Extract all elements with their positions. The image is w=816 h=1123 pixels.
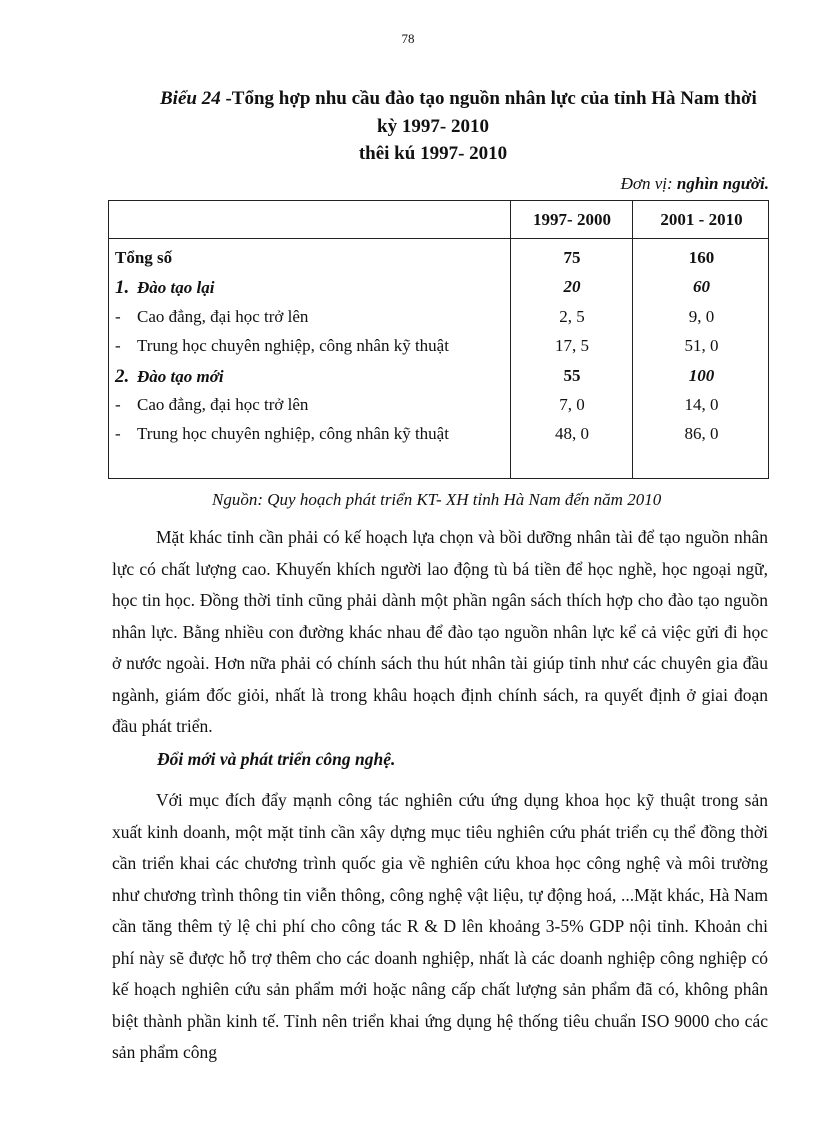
paragraph-text: Với mục đích đẩy mạnh công tác nghiên cứu ứng dụng khoa học kỹ thuật trong sản xuất kinh doanh, một mặt tỉnh cần xây dựng mục tiêu nghiên cứu phát triển cụ thể đồng thời cần triển khai các chương trình quốc gia về nghiên cứu khoa học công nghệ và môi trường như chương trình thông tin viễn thông, công nghệ vật liệu, tự động hoá, ...Mặt khác, Hà Nam cần tăng thêm tỷ lệ chi phí cho công tác R & D lên khoảng 3-5% GDP nội tỉnh. Khoản chi phí này sẽ được hỗ trợ thêm cho các doanh nghiệp, nhất là các doanh nghiệp công nghiệp có kế hoạch nghiên cứu sản phẩm mới hoặc nâng cấp chất lượng sản phẩm đã có, không phân biệt thành phần kinh tế. Tỉnh nên triển khai ứng dụng hệ thống tiêu chuẩn ISO 9000 cho các sản phẩm công (112, 790, 768, 1062)
section-heading: Đổi mới và phát triển công nghệ. (157, 749, 396, 769)
value-1997-2000: 7, 0 (559, 395, 585, 414)
row-label (115, 336, 449, 356)
row-text: Đào tạo mới (137, 367, 224, 386)
value-1997-2000: 2, 5 (559, 307, 585, 326)
table-row (109, 248, 768, 276)
row-label (115, 307, 308, 327)
table-title-garbled: thêi kú 1997- 2010 (358, 143, 508, 164)
row-label (115, 277, 214, 299)
value-2001-2010: 14, 0 (684, 395, 719, 414)
title-text: -Tổng hợp nhu cầu đào tạo nguồn nhân lực của tỉnh Hà Nam thời (220, 88, 757, 109)
row-text: Cao đẳng, đại học trở lên (137, 395, 309, 414)
row-text: Trung học chuyên nghiệp, công nhân kỹ thuật (137, 336, 449, 355)
table-row (109, 424, 768, 452)
row-dash: - (115, 336, 121, 355)
value-2001-2010: 86, 0 (684, 424, 719, 443)
value-2001-2010: 51, 0 (684, 336, 719, 355)
value-1997-2000: 20 (563, 277, 581, 296)
table-title (160, 88, 780, 110)
demand-table (108, 200, 769, 479)
page-number: 78 (401, 31, 415, 46)
table-row (109, 395, 768, 423)
paragraph-2 (112, 785, 768, 1069)
source-note: Nguồn: Quy hoạch phát triển KT- XH tỉnh Hà Nam đến năm 2010 (212, 490, 662, 509)
title-lead: Biểu 24 (160, 88, 221, 109)
table-row (109, 336, 768, 364)
value-2001-2010: 60 (693, 277, 710, 296)
unit-value: nghìn người. (676, 174, 769, 193)
column-header: 1997- 2000 (533, 210, 611, 229)
value-1997-2000: 75 (563, 248, 581, 267)
row-label: Tổng số (115, 248, 173, 267)
value-1997-2000: 17, 5 (555, 336, 589, 355)
value-2001-2010: 160 (688, 248, 715, 267)
value-1997-2000: 48, 0 (555, 424, 589, 443)
unit-label: Đơn vị: (620, 174, 677, 193)
row-number: 1. (115, 277, 130, 298)
row-dash: - (115, 424, 121, 443)
value-2001-2010: 9, 0 (688, 307, 715, 326)
row-dash: - (115, 395, 121, 414)
table-row (109, 366, 768, 394)
row-number: 2. (115, 366, 130, 387)
table-title-period: kỳ 1997- 2010 (377, 116, 489, 137)
paragraph-1 (112, 522, 768, 743)
row-text: Trung học chuyên nghiệp, công nhân kỹ thuật (137, 424, 449, 443)
row-label (115, 366, 224, 388)
header-divider (109, 238, 768, 239)
row-label (115, 424, 449, 444)
column-header: 2001 - 2010 (660, 210, 743, 229)
row-label (115, 395, 308, 415)
value-1997-2000: 55 (563, 366, 581, 385)
row-text: Cao đẳng, đại học trở lên (137, 307, 309, 326)
table-row (109, 277, 768, 305)
row-text: Đào tạo lại (137, 278, 215, 297)
value-2001-2010: 100 (688, 366, 715, 385)
unit-line (621, 174, 769, 194)
table-row (109, 307, 768, 335)
paragraph-text: Mặt khác tỉnh cần phải có kế hoạch lựa chọn và bồi dưỡng nhân tài để tạo nguồn nhân lực có chất lượng cao. Khuyến khích người lao động tù bá tiền để học nghề, học ngoại ngữ, học tin học. Đồng thời tỉnh cũng phải dành một phần ngân sách thích hợp cho đào tạo nguồn nhân lực. Bằng nhiều con đường khác nhau để đào tạo nguồn nhân lực kể cả việc gửi đi học ở nước ngoài. Hơn nữa phải có chính sách thu hút nhân tài giúp tỉnh như các chuyên gia đầu ngành, giám đốc giỏi, nhất là trong khâu hoạch định chính sách, ra quyết định ở giai đoạn đầu phát triển. (112, 527, 768, 736)
row-dash: - (115, 307, 121, 326)
